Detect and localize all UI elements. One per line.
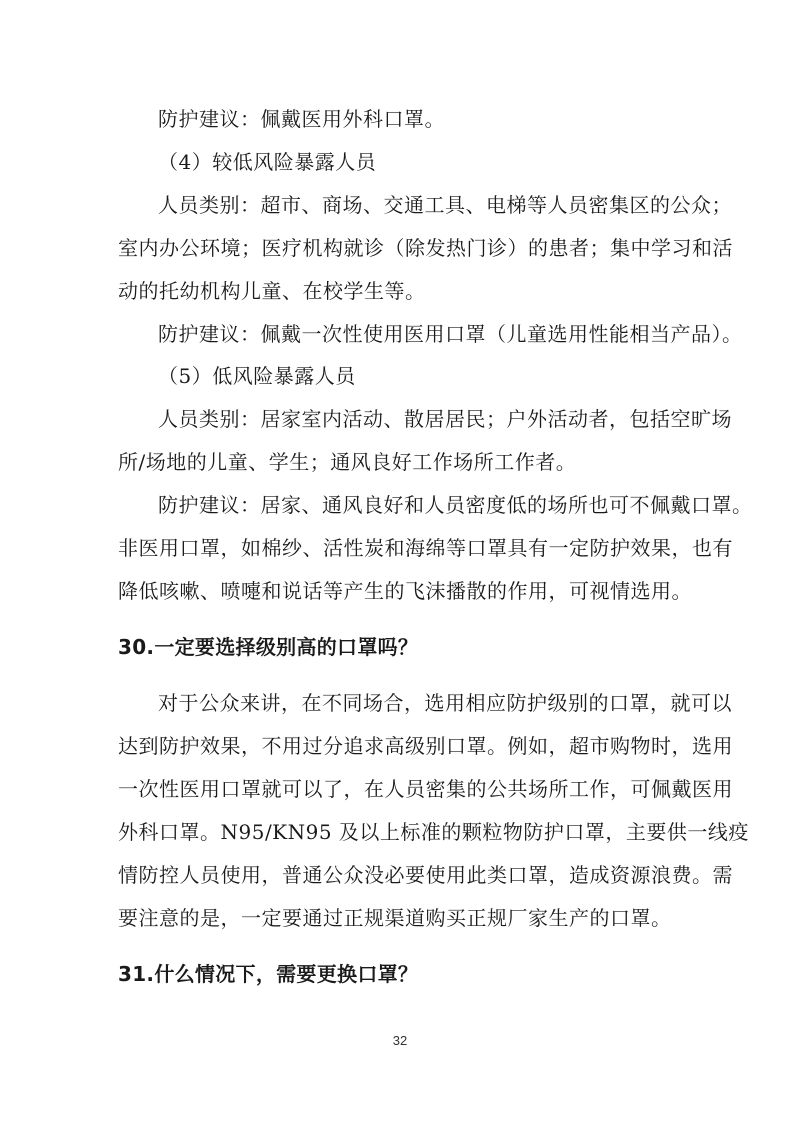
paragraph-line: 动的托幼机构儿童、在校学生等。 [118, 279, 426, 303]
protection-advice-lower-risk: 防护建议：佩戴一次性使用医用口罩（儿童选用性能相当产品）。 [158, 322, 743, 346]
paragraph-line: 室内办公环境；医疗机构就诊（除发热门诊）的患者；集中学习和活 [118, 236, 733, 260]
paragraph-line: 要注意的是，一定要通过正规渠道购买正规厂家生产的口罩。 [118, 906, 672, 930]
paragraph-line: 所/场地的儿童、学生；通风良好工作场所工作者。 [118, 450, 577, 474]
protection-advice-medium-risk: 防护建议：佩戴医用外科口罩。 [158, 107, 445, 131]
paragraph-line: 人员类别：超市、商场、交通工具、电梯等人员密集区的公众； [158, 193, 732, 217]
subheading-low-risk: （5）低风险暴露人员 [158, 364, 356, 388]
paragraph-line: 达到防护效果，不用过分追求高级别口罩。例如，超市购物时，选用 [118, 734, 733, 758]
protection-advice-low-risk: 防护建议：居家、通风良好和人员密度低的场所也可不佩戴口罩。 [158, 493, 753, 517]
paragraph-line: 人员类别：居家室内活动、散居居民；户外活动者，包括空旷场 [158, 407, 732, 431]
subheading-lower-risk: （4）较低风险暴露人员 [158, 150, 377, 174]
paragraph-line: 情防控人员使用，普通公众没必要使用此类口罩，造成资源浪费。需 [118, 863, 733, 887]
page-number: 32 [392, 1033, 408, 1048]
paragraph-line: 降低咳嗽、喷嚏和说话等产生的飞沫播散的作用，可视情选用。 [118, 579, 692, 603]
paragraph-line: 一次性医用口罩就可以了，在人员密集的公共场所工作，可佩戴医用 [118, 777, 733, 801]
question-30-heading: 30.一定要选择级别高的口罩吗？ [118, 635, 419, 659]
question-31-heading: 31.什么情况下，需要更换口罩？ [118, 962, 419, 986]
paragraph-line: 非医用口罩，如棉纱、活性炭和海绵等口罩具有一定防护效果，也有 [118, 536, 733, 560]
paragraph-line: 对于公众来讲，在不同场合，选用相应防护级别的口罩，就可以 [158, 691, 732, 715]
paragraph-line: 外科口罩。N95/KN95 及以上标准的颗粒物防护口罩，主要供一线疫 [118, 820, 749, 844]
